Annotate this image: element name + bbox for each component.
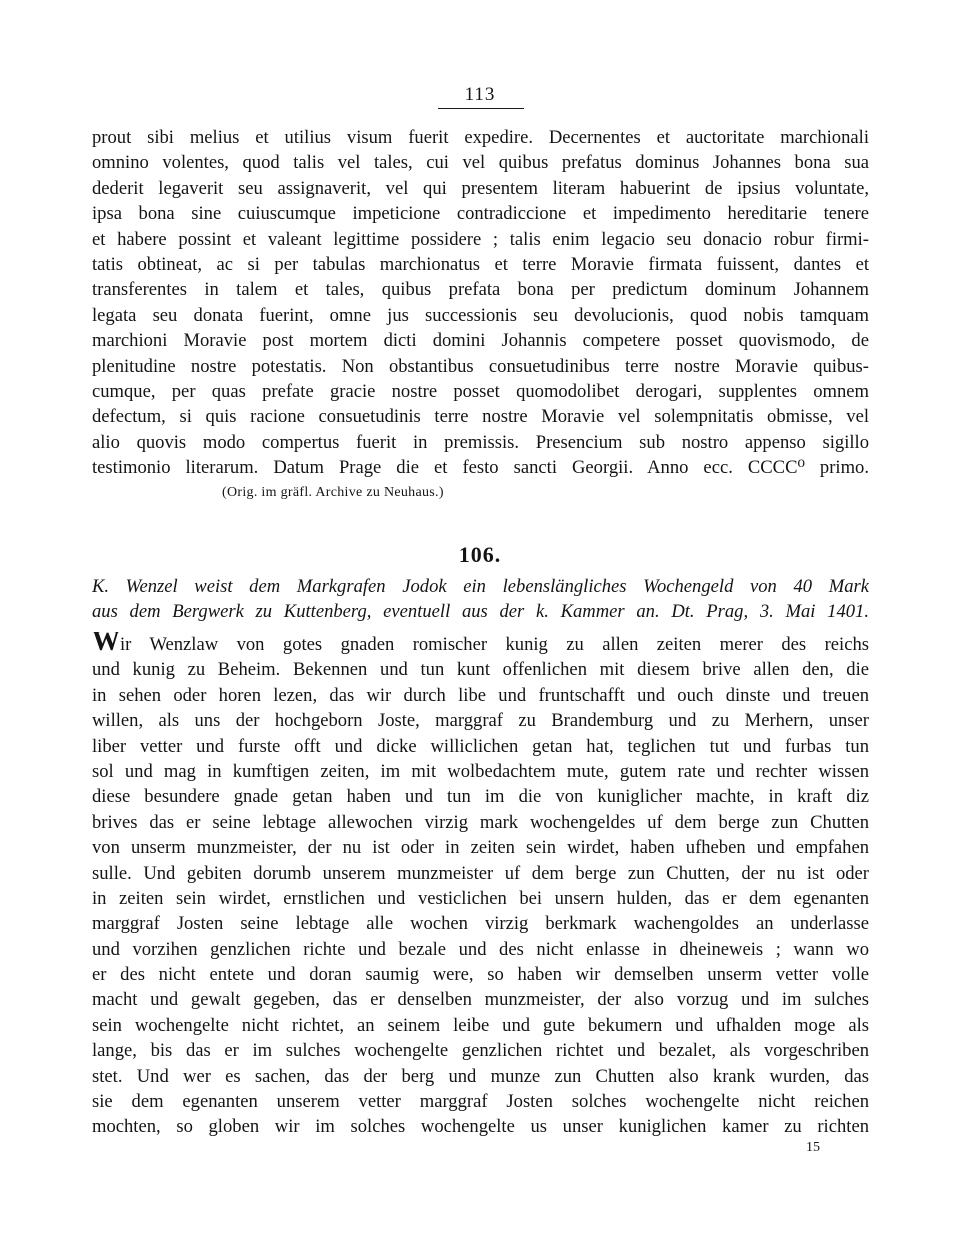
heading-line: aus dem Bergwerk zu Kuttenberg, eventuell aus der k. Kammer an. Dt. Prag, 3. Mai 1401.: [92, 601, 869, 623]
continuation-text: [92, 125, 869, 480]
page-number-rule: [438, 108, 524, 109]
signature-mark: 15: [806, 1140, 820, 1155]
text-line: und vorzihen genzlichen richte und bezale und des nicht enlasse in dheineweis ; wann wo: [92, 938, 869, 960]
text-line: transferentes in talem et tales, quibus prefata bona per predictum dominum Johannem: [92, 279, 869, 301]
source-note: (Orig. im gräfl. Archive zu Neuhaus.): [222, 485, 444, 500]
text-line: omnino volentes, quod talis vel tales, cui vel quibus prefatus dominus Johannes bona sua: [92, 152, 869, 174]
document-body: [92, 632, 869, 1140]
text-line: sein wochengelte nicht richtet, an seinem leibe und gute bekumern und ufhalden moge als: [92, 1014, 869, 1036]
text-line: in sehen oder horen lezen, das wir durch libe und fruntschafft und ouch dinste und treuen: [92, 684, 869, 706]
heading-line: K. Wenzel weist dem Markgrafen Jodok ein lebenslängliches Wochengeld von 40 Mark: [92, 576, 869, 597]
document-heading: [92, 574, 869, 625]
text-line: prout sibi melius et utilius visum fuerit expedire. Decernentes et auctoritate marchionali: [92, 127, 869, 148]
text-line: willen, als uns der hochgeborn Joste, marggraf zu Brandemburg und zu Merhern, unser: [92, 710, 869, 732]
text-line: brives das er seine lebtage allewochen virzig mark wochengeldes uf dem berge zun Chutten: [92, 811, 869, 833]
first-line-text: ir Wenzlaw von gotes gnaden romischer kunig zu allen zeiten merer des reichs: [120, 634, 869, 655]
text-line: diese besundere gnade getan haben und tun im die von kuniglicher machte, in kraft diz: [92, 786, 869, 808]
drop-cap: W: [92, 632, 120, 657]
text-line: legata seu donata fuerint, omne jus successionis seu devolucionis, quod nobis tamquam: [92, 304, 869, 326]
text-line: sulle. Und gebiten dorumb unserem munzmeister uf dem berge zun Chutten, der nu ist oder: [92, 862, 869, 884]
text-line: cumque, per quas prefate gracie nostre posset quomodolibet derogari, supplentes omnem: [92, 380, 869, 402]
text-line: macht und gewalt gegeben, das er denselben munzmeister, der also vorzug und im sulches: [92, 989, 869, 1011]
text-line-first: [92, 632, 869, 657]
text-line: marggraf Josten seine lebtage alle wochen virzig berkmark wachengoldes an underlasse: [92, 913, 869, 935]
text-line: alio quovis modo compertus fuerit in premissis. Presencium sub nostro appenso sigillo: [92, 431, 869, 453]
text-line: stet. Und wer es sachen, das der berg und munze zun Chutten also krank wurden, das: [92, 1065, 869, 1087]
text-line: dederit legaverit seu assignaverit, vel qui presentem literam habuerint de ipsius voluntate,: [92, 177, 869, 199]
text-line: von unserm munzmeister, der nu ist oder in zeiten sein wirdet, haben ufheben und empfahen: [92, 837, 869, 859]
text-line: sie dem egenanten unserem vetter marggraf Josten solches wochengelte nicht reichen: [92, 1091, 869, 1113]
text-line: tatis obtineat, ac si per tabulas marchionatus et terre Moravie firmata fuissent, dantes et: [92, 253, 869, 275]
text-line: in zeiten sein wirdet, ernstlichen und vesticlichen bei unsern hulden, das er dem egenanten: [92, 887, 869, 909]
text-line: et habere possint et valeant legittime possidere ; talis enim legacio seu donacio robur firmi-: [92, 228, 869, 250]
text-line: er des nicht entete und doran saumig were, so haben wir demselben unserm vetter volle: [92, 964, 869, 986]
text-line: liber vetter und furste offt und dicke williclichen getan hat, teglichen tut und furbas tun: [92, 735, 869, 757]
text-line: und kunig zu Beheim. Bekennen und tun kunt offenlichen mit diesem brive allen den, die: [92, 659, 869, 681]
text-line: ipsa bona sine cuiuscumque impeticione contradiccione et impedimento hereditarie tenere: [92, 203, 869, 225]
document-number: 106.: [458, 542, 502, 567]
text-line: marchioni Moravie post mortem dicti domini Johannis competere posset quovismodo, de: [92, 330, 869, 352]
text-line: lange, bis das er im sulches wochengelte genzlichen richtet und bezalet, als vorgeschriben: [92, 1040, 869, 1062]
text-line: testimonio literarum. Datum Prage die et festo sancti Georgii. Anno ecc. CCCC⁰ primo.: [92, 457, 869, 479]
text-line: plenitudine nostre potestatis. Non obstantibus consuetudinibus terre nostre Moravie quibus-: [92, 355, 869, 377]
text-line: defectum, si quis racione consuetudinis terre nostre Moravie vel solempnitatis obmisse, vel: [92, 406, 869, 428]
text-line: mochten, so globen wir im solches wochengelte us unser kuniglichen kamer zu richten: [92, 1116, 869, 1138]
text-line: sol und mag in kumftigen zeiten, im mit wolbedachtem mute, gutem rate und rechter wissen: [92, 760, 869, 782]
page-number: 113: [464, 84, 496, 105]
